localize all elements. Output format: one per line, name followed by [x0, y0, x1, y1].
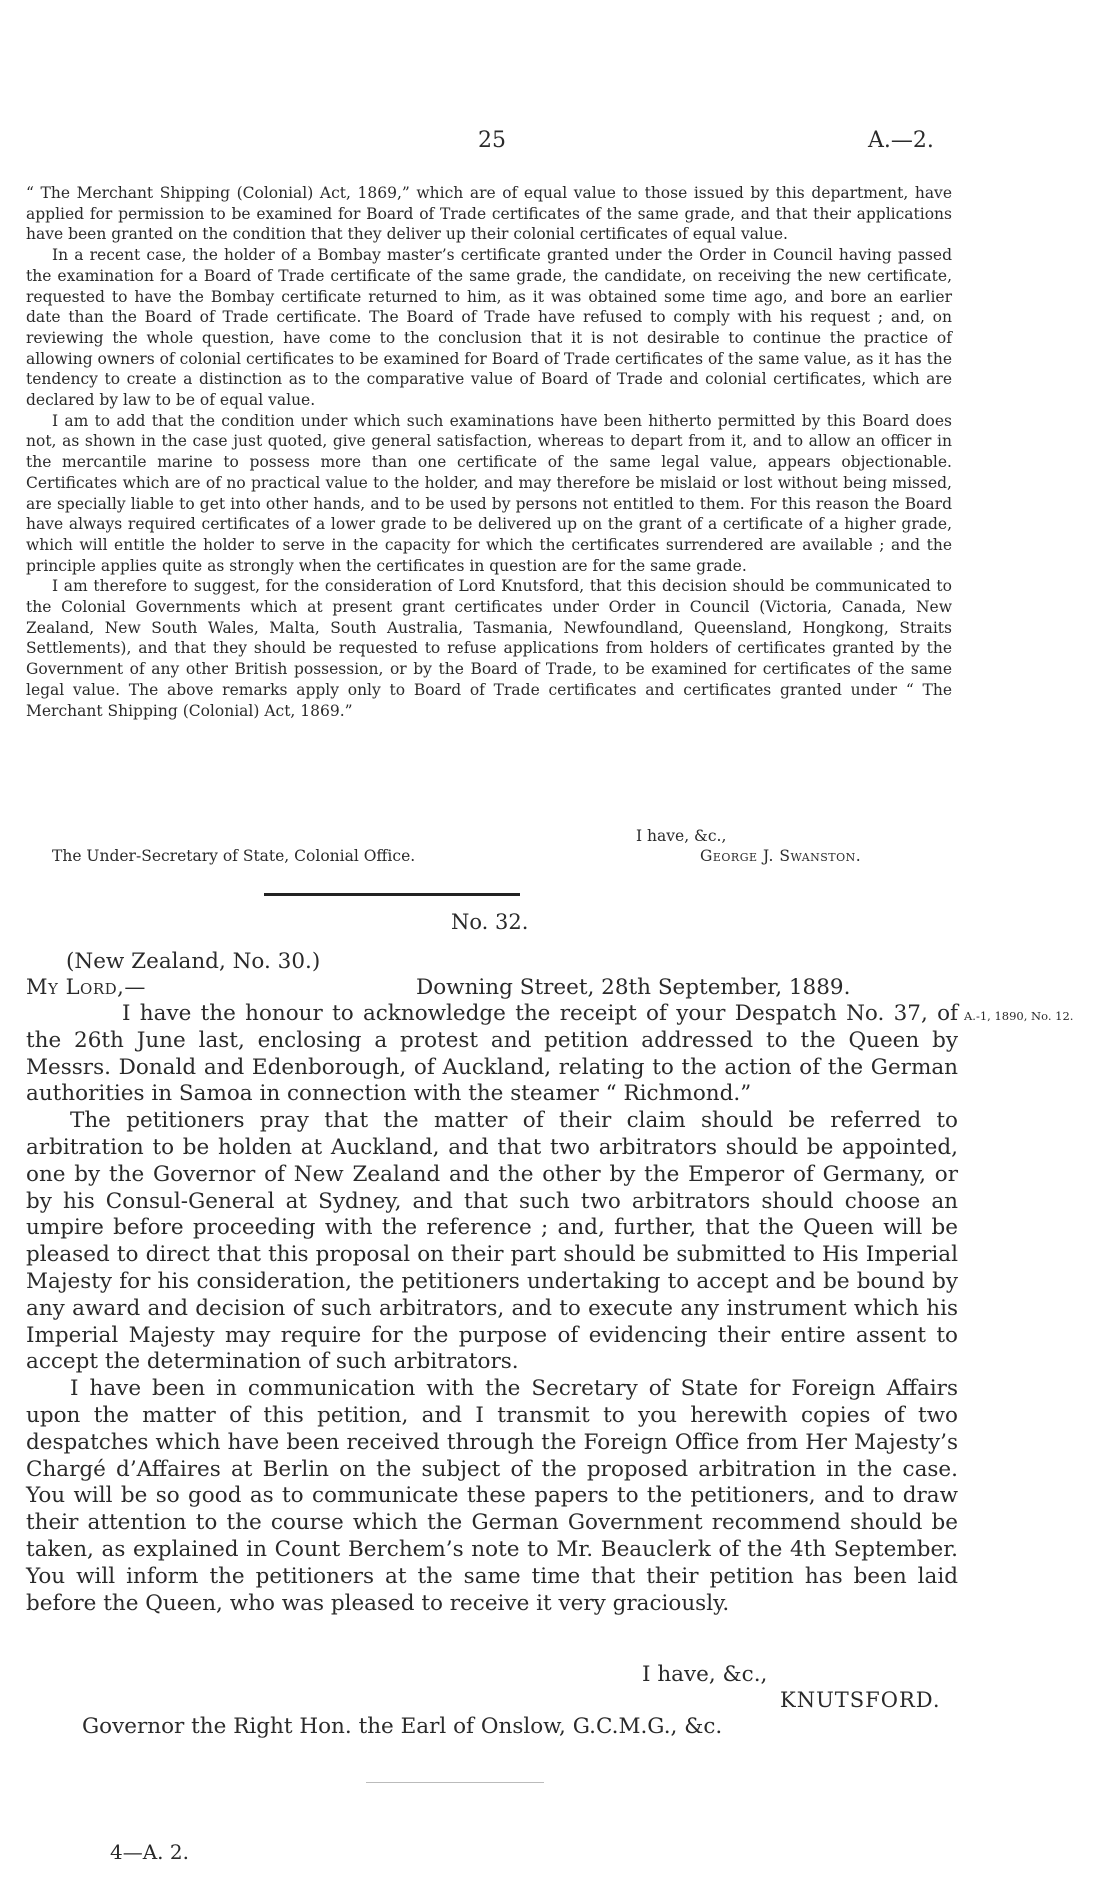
salutation: My Lord,— — [26, 975, 146, 999]
letter-31-paragraph: In a recent case, the holder of a Bombay master’s certificate granted under the Order in Council having passed the examination for a Board of Trade certificate of the same grade, the candidate, on receiving the new certificate, requested to have the Bombay certificate returned to him, as it was obtained some time ago, and bore an earlier date than the Board of Trade certificate. The Board of Trade have refused to comply with his request ; and, on reviewing the whole question, have come to the conclusion that it is not desirable to continue the practice of allowing owners of colonial certificates to be examined for Board of Trade certificates of the same value, as it has the tendency to create a distinction as to the comparative value of Board of Trade and colonial certificates, which are declared by law to be of equal value. — [26, 246, 952, 410]
paper-reference: A.—2. — [868, 128, 934, 153]
letter-31-paragraph: I am therefore to suggest, for the consideration of Lord Knutsford, that this decision should be communicated to the Colonial Governments which at present grant certificates under Order in Council (Victoria, Canada, New Zealand, New South Wales, Malta, South Australia, Tasmania, Newfoundland, Queensland, Hongkong, Straits Settlements), and that they should be requested to refuse applications from holders of certificates granted by the Government of any other British possession, or by the Board of Trade, to be examined for certificates of the same legal value. The above remarks apply only to Board of Trade certificates and certificates granted under “ The Merchant Shipping (Colonial) Act, 1869.” — [26, 577, 952, 720]
letter-32-paragraph: I have been in communication with the Secretary of State for Foreign Affairs upon the matter of this petition, and I transmit to you herewith copies of two despatches which have been received through the Foreign Office from Her Majesty’s Chargé d’Affaires at Berlin on the subject of the proposed arbitration in the case. You will be so good as to communicate these papers to the petitioners, and to draw their attention to the course which the German Government recommend should be taken, as explained in Count Berchem’s note to Mr. Beauclerk of the 4th September. You will inform the petitioners at the same time that their petition has been laid before the Queen, who was pleased to receive it very graciously. — [26, 1376, 958, 1616]
margin-reference: A.-1, 1890, No. 12. — [964, 1009, 1074, 1023]
letter-32-signature: KNUTSFORD. — [780, 1688, 941, 1712]
signature-mark: 4—A. 2. — [110, 1840, 189, 1864]
page-number: 25 — [478, 128, 506, 153]
letter-32-closing: I have, &c., — [642, 1662, 768, 1687]
colony-reference: (New Zealand, No. 30.) — [66, 949, 321, 974]
letter-31-addressee: The Under-Secretary of State, Colonial Office. — [52, 847, 416, 865]
end-rule — [366, 1782, 544, 1783]
letter-31-body — [26, 183, 952, 721]
place-and-date: Downing Street, 28th September, 1889. — [416, 975, 851, 1000]
letter-32-paragraph: The petitioners pray that the matter of their claim should be referred to arbitration to be holden at Auckland, and that two arbitrators should be appointed, one by the Governor of New Zealand and the other by the Emperor of Germany, or by his Consul-General at Sydney, and that such two arbitrators should choose an umpire before proceeding with the reference ; and, further, that the Queen will be pleased to direct that this proposal on their part should be submitted to His Imperial Majesty for his consideration, the petitioners undertaking to accept and be bound by any award and decision of such arbitrators, and to execute any instrument which his Imperial Majesty may require for the purpose of evidencing their entire assent to accept the determination of such arbitrators. — [26, 1108, 958, 1375]
letter-31-signature: George J. Swanston. — [700, 847, 862, 865]
letter-31-paragraph: “ The Merchant Shipping (Colonial) Act, 1869,” which are of equal value to those issued by this department, have applied for permission to be examined for Board of Trade certificates of the same grade, and that their applications have been granted on the condition that they deliver up their colonial certificates of equal value. — [26, 184, 952, 244]
letter-32-body — [26, 1001, 958, 1617]
letter-number: No. 32. — [451, 910, 529, 934]
letter-31-paragraph: I am to add that the condition under which such examinations have been hitherto permitted by this Board does not, as shown in the case just quoted, give general satisfaction, whereas to depart from it, and to allow an officer in the mercantile marine to possess more than one certificate of the same legal value, appears objectionable. Certificates which are of no practical value to the holder, and may therefore be mislaid or lost without being missed, are specially liable to get into other hands, and to be used by persons not entitled to them. For this reason the Board have always required certificates of a lower grade to be delivered up on the grant of a certificate of a higher grade, which will entitle the holder to serve in the capacity for which the certificates surrendered are available ; and the principle applies quite as strongly when the certificates in question are for the same grade. — [26, 411, 952, 575]
letter-32-paragraph: I have the honour to acknowledge the receipt of your Despatch No. 37, of the 26th June last, enclosing a protest and petition addressed to the Queen by Messrs. Donald and Edenborough, of Auckland, relating to the action of the German authorities in Samoa in connection with the steamer “ Richmond.” — [26, 1001, 958, 1107]
letter-32-addressee: Governor the Right Hon. the Earl of Onslow, G.C.M.G., &c. — [82, 1714, 723, 1739]
section-divider — [264, 893, 520, 896]
letter-31-closing: I have, &c., — [636, 827, 727, 845]
